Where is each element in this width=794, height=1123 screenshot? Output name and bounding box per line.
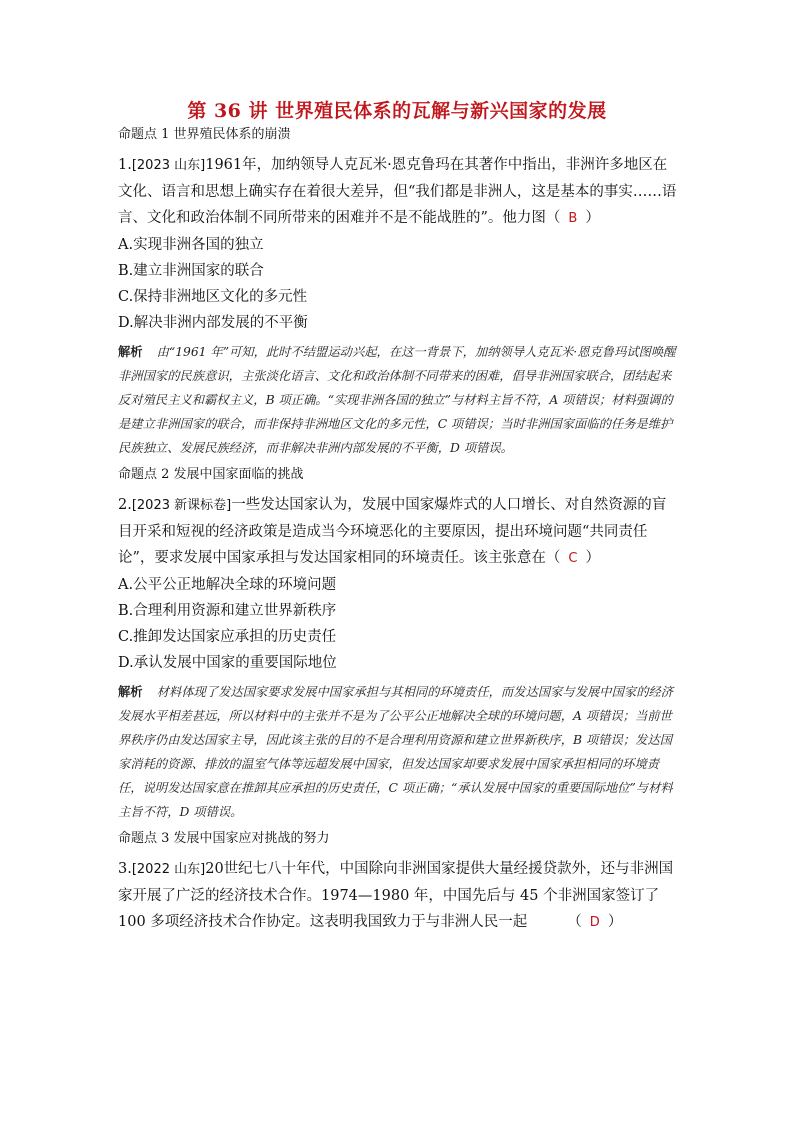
question-number: 1. xyxy=(118,157,132,173)
content-area xyxy=(118,126,678,936)
explanation-label: 解析 xyxy=(118,684,143,699)
question-open-paren: （ xyxy=(567,914,582,930)
page-title: 第 36 讲 世界殖民体系的瓦解与新兴国家的发展 xyxy=(187,100,607,122)
explanation-text: 由“1961 年”可知，此时不结盟运动兴起，在这一背景下，加纳领导人克瓦米·恩克鲁玛试图唤醒非洲国家的民族意识，主张淡化语言、文化和政治体制不同带来的困难，倡导非洲国家联合，团结起来反对殖民主义和霸权主义，B 项正确。“实现非洲各国的独立”与材料主旨不符，A 项错误；材料强调的是建立非洲国家的联合，而非保持非洲地区文化的多元性，C 项错误；当时非洲国家面临的任务是维护民族独立、发展民族经济，而非解决非洲内部发展的不平衡，D 项错误。 xyxy=(118,345,676,455)
answer-letter: C xyxy=(568,551,578,566)
question-2 xyxy=(118,492,678,572)
option-b: B.合理利用资源和建立世界新秩序 xyxy=(118,603,337,619)
question-number: 3. xyxy=(118,861,132,877)
question-source: [2023 山东] xyxy=(131,158,206,173)
question-close-paren: ） xyxy=(607,914,623,930)
question-text: 20世纪七八十年代，中国除向非洲国家提供大量经援贷款外，还与非洲国家开展了广泛的经济技术合作。1974—1980 年，中国先后与 45 个非洲国家签订了 100 多项经济技术合作协定。这表明我国致力于与非洲人民一起 xyxy=(118,861,674,930)
explanation-2 xyxy=(118,680,678,824)
option-b: B.建立非洲国家的联合 xyxy=(118,263,264,279)
explanation-1 xyxy=(118,340,678,460)
question-source: [2023 新课标卷] xyxy=(131,498,232,513)
option-d: D.解决非洲内部发展的不平衡 xyxy=(118,315,308,331)
question-1 xyxy=(118,152,678,232)
question-number: 2. xyxy=(118,497,132,513)
option-a: A.公平公正地解决全球的环境问题 xyxy=(118,577,337,593)
section-heading-3: 命题点 3 发展中国家应对挑战的努力 xyxy=(118,831,330,846)
option-a: A.实现非洲各国的独立 xyxy=(118,237,264,253)
question-3 xyxy=(118,856,678,936)
section-heading-1: 命题点 1 世界殖民体系的崩溃 xyxy=(118,127,291,142)
section-heading-2: 命题点 2 发展中国家面临的挑战 xyxy=(118,467,304,482)
option-d: D.承认发展中国家的重要国际地位 xyxy=(118,655,337,671)
option-c: C.推卸发达国家应承担的历史责任 xyxy=(118,629,337,645)
explanation-label: 解析 xyxy=(118,344,143,359)
answer-letter: D xyxy=(589,915,600,930)
question-text: 一些发达国家认为，发展中国家爆炸式的人口增长、对自然资源的盲目开采和短视的经济政策是造成当今环境恶化的主要原因，提出环境问题“共同责任论”，要求发展中国家承担与发达国家相同的环境责任。该主张意在（ xyxy=(118,497,667,566)
answer-letter: B xyxy=(568,211,578,226)
question-text: 1961年，加纳领导人克瓦米·恩克鲁玛在其著作中指出，非洲许多地区在文化、语言和思想上确实存在着很大差异，但“我们都是非洲人，这是基本的事实……语言、文化和政治体制不同所带来的困难并不是不能战胜的”。他力图（ xyxy=(118,157,677,226)
explanation-text: 材料体现了发达国家要求发展中国家承担与其相同的环境责任，而发达国家与发展中国家的经济发展水平相差甚远，所以材料中的主张并不是为了公平公正地解决全球的环境问题，A 项错误；当前世界秩序仍由发达国家主导，因此该主张的目的不是合理利用资源和建立世界新秩序，B 项错误；发达国家消耗的资源、排放的温室气体等远超发展中国家，但发达国家却要求发展中国家承担相同的环境责任，说明发达国家意在推卸其应承担的历史责任，C 项正确；“承认发展中国家的重要国际地位”与材料主旨不符，D 项错误。 xyxy=(118,685,674,819)
question-close-paren: ） xyxy=(585,550,600,566)
question-close-paren: ） xyxy=(585,210,600,226)
question-source: [2022 山东] xyxy=(131,862,206,877)
option-c: C.保持非洲地区文化的多元性 xyxy=(118,289,308,305)
